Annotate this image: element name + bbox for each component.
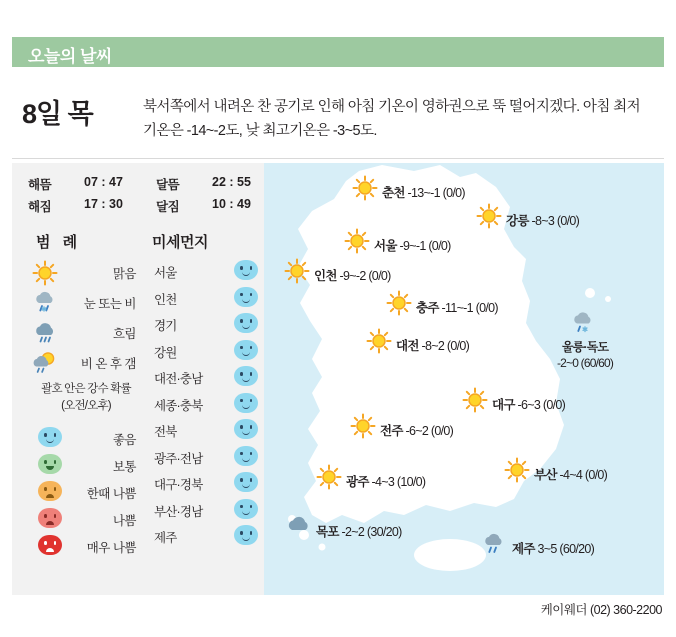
moonrise-value: 22 : 55 — [212, 175, 251, 189]
dust-row — [152, 365, 260, 392]
legend-item-cloudy — [28, 319, 140, 349]
cloud-icon — [284, 511, 314, 537]
city-seoul — [374, 236, 451, 254]
city-temp: -8~3 (0/0) — [531, 214, 580, 228]
city-temp: -9~-2 (0/0) — [339, 269, 391, 283]
face-worst-icon — [38, 535, 62, 555]
city-chuncheon — [382, 183, 465, 201]
dust-region-name: 세종·충북 — [154, 398, 203, 413]
city-temp: -11~-1 (0/0) — [441, 301, 498, 315]
divider — [12, 158, 664, 159]
sun-icon — [352, 175, 378, 201]
city-name: 부산 — [534, 468, 557, 482]
date-label: 8일 목 — [22, 99, 93, 129]
city-temp: -6~2 (0/0) — [405, 424, 454, 438]
legend-label: 흐림 — [112, 327, 136, 341]
island-temp: -2~0 (60/60) — [556, 356, 614, 371]
korea-weather-map — [264, 163, 664, 595]
dust-row — [152, 524, 260, 551]
dust-row — [152, 418, 260, 445]
grade-item-good — [28, 425, 140, 452]
legend-label: 맑음 — [112, 267, 136, 281]
face-bad2-icon — [38, 508, 62, 528]
face-good-icon — [234, 472, 258, 492]
city-temp: -4~3 (10/0) — [371, 475, 426, 489]
sunset-label: 해짐 — [28, 200, 52, 214]
snow-rain-icon — [32, 290, 58, 316]
sunrise-label: 해뜸 — [28, 178, 52, 192]
sunset-moonset-row — [28, 197, 260, 219]
snow-rain-icon — [570, 311, 596, 337]
dust-region-name: 부산·경남 — [154, 504, 203, 519]
legend-item-snow-or-rain — [28, 289, 140, 319]
sun-icon — [350, 413, 376, 439]
city-name: 목포 — [316, 525, 339, 539]
dust-region-name: 인천 — [154, 292, 177, 307]
city-temp: -9~-1 (0/0) — [399, 239, 451, 253]
city-mokpo — [316, 522, 402, 540]
dust-row — [152, 471, 260, 498]
dust-row — [152, 259, 260, 286]
sun-icon — [504, 457, 530, 483]
face-good-icon — [234, 499, 258, 519]
dust-row — [152, 339, 260, 366]
sun-icon — [476, 203, 502, 229]
city-temp: -8~2 (0/0) — [421, 339, 470, 353]
city-jeju — [512, 539, 594, 557]
dust-title: 미세먼지 — [152, 234, 208, 251]
face-good-icon — [234, 287, 258, 307]
city-name: 대전 — [396, 339, 419, 353]
grade-label: 나쁨 — [112, 514, 136, 528]
dust-row — [152, 312, 260, 339]
dust-row — [152, 445, 260, 472]
dust-region-name: 대구·경북 — [154, 478, 203, 492]
face-good-icon — [38, 427, 62, 447]
city-temp: -4~4 (0/0) — [559, 468, 608, 482]
info-panel — [12, 163, 264, 595]
air-quality-grade-list — [28, 425, 140, 560]
city-name: 충주 — [416, 301, 439, 315]
rain-icon — [482, 531, 508, 557]
face-good-icon — [234, 260, 258, 280]
city-gwangju — [346, 472, 425, 490]
sunrise-moonrise-row — [28, 175, 260, 197]
face-bad1-icon — [38, 481, 62, 501]
legend-list — [28, 259, 140, 379]
city-name: 대구 — [492, 398, 515, 412]
grade-label: 좋음 — [112, 433, 136, 447]
rain-note-line2: (오전/오후) — [61, 399, 111, 412]
sun-icon — [32, 260, 58, 286]
city-temp: -13~-1 (0/0) — [407, 186, 465, 200]
face-good-icon — [234, 525, 258, 545]
city-busan — [534, 465, 607, 483]
city-name: 전주 — [380, 424, 403, 438]
legend-title: 범 례 — [36, 234, 82, 251]
grade-item-very-bad — [28, 533, 140, 560]
sunset-value: 17 : 30 — [84, 197, 123, 211]
grade-item-bad — [28, 506, 140, 533]
rain-then-clear-icon — [32, 350, 58, 376]
sun-icon — [462, 387, 488, 413]
sun-moon-times — [28, 175, 260, 219]
city-jeonju — [380, 421, 453, 439]
grade-label: 매우 나쁨 — [86, 541, 136, 555]
face-good-icon — [234, 340, 258, 360]
city-temp: -6~3 (0/0) — [517, 398, 566, 412]
sun-icon — [366, 328, 392, 354]
sun-icon — [344, 228, 370, 254]
city-name: 강릉 — [506, 214, 529, 228]
page-title: 오늘의 날씨 — [28, 47, 112, 66]
city-temp: 3~5 (60/20) — [537, 542, 595, 556]
cloud-rain-icon — [32, 320, 58, 346]
city-name: 서울 — [374, 239, 397, 253]
dust-region-name: 서울 — [154, 266, 177, 280]
legend-item-sunny — [28, 259, 140, 289]
island-name: 울릉·독도 — [561, 340, 609, 354]
dust-region-list — [152, 259, 260, 551]
header-bar — [12, 37, 664, 67]
sunrise-value: 07 : 47 — [84, 175, 123, 189]
island-ulleung-dokdo — [550, 339, 620, 371]
dust-row — [152, 286, 260, 313]
city-incheon — [314, 266, 391, 284]
dust-region-name: 전북 — [154, 425, 177, 439]
dust-region-name: 대전·충남 — [154, 372, 203, 386]
dust-region-name: 강원 — [154, 345, 177, 360]
sun-icon — [386, 290, 412, 316]
moonset-value: 10 : 49 — [212, 197, 251, 211]
legend-label: 눈 또는 비 — [83, 297, 136, 311]
face-normal-icon — [38, 454, 62, 474]
dust-region-name: 광주·전남 — [154, 451, 203, 466]
dust-row — [152, 392, 260, 419]
city-daejeon — [396, 336, 469, 354]
city-name: 춘천 — [382, 186, 405, 200]
legend-item-rain-then-clear — [28, 349, 140, 379]
moonset-label: 달짐 — [156, 200, 180, 214]
city-gangneung — [506, 211, 579, 229]
city-name: 광주 — [346, 475, 369, 489]
grade-item-occasionally-bad — [28, 479, 140, 506]
city-name: 인천 — [314, 269, 337, 283]
dust-row — [152, 498, 260, 525]
moonrise-label: 달뜸 — [156, 178, 180, 192]
dust-region-name: 제주 — [154, 531, 177, 545]
sun-icon — [284, 258, 310, 284]
face-good-icon — [234, 366, 258, 386]
city-name: 제주 — [512, 542, 535, 556]
face-good-icon — [234, 393, 258, 413]
face-good-icon — [234, 419, 258, 439]
sun-icon — [316, 464, 342, 490]
dust-region-name: 경기 — [154, 319, 177, 333]
weather-summary: 북서쪽에서 내려온 찬 공기로 인해 아침 기온이 영하권으로 뚝 떨어지겠다. 아침 최저기온은 -14~-2도, 낮 최고기온은 -3~5도. — [143, 99, 640, 139]
grade-label: 한때 나쁨 — [86, 487, 136, 501]
rain-note-line1: 괄호 안은 강수 확률 — [41, 383, 131, 395]
grade-item-normal — [28, 452, 140, 479]
face-good-icon — [234, 313, 258, 333]
legend-label: 비 온 후 갬 — [80, 357, 136, 371]
city-daegu — [492, 395, 565, 413]
source-credit: 케이웨더 (02) 360-2200 — [540, 603, 662, 617]
city-temp: -2~2 (30/20) — [341, 525, 402, 539]
face-good-icon — [234, 446, 258, 466]
city-chungju — [416, 298, 498, 316]
grade-label: 보통 — [112, 460, 136, 474]
rain-probability-note — [28, 381, 144, 414]
